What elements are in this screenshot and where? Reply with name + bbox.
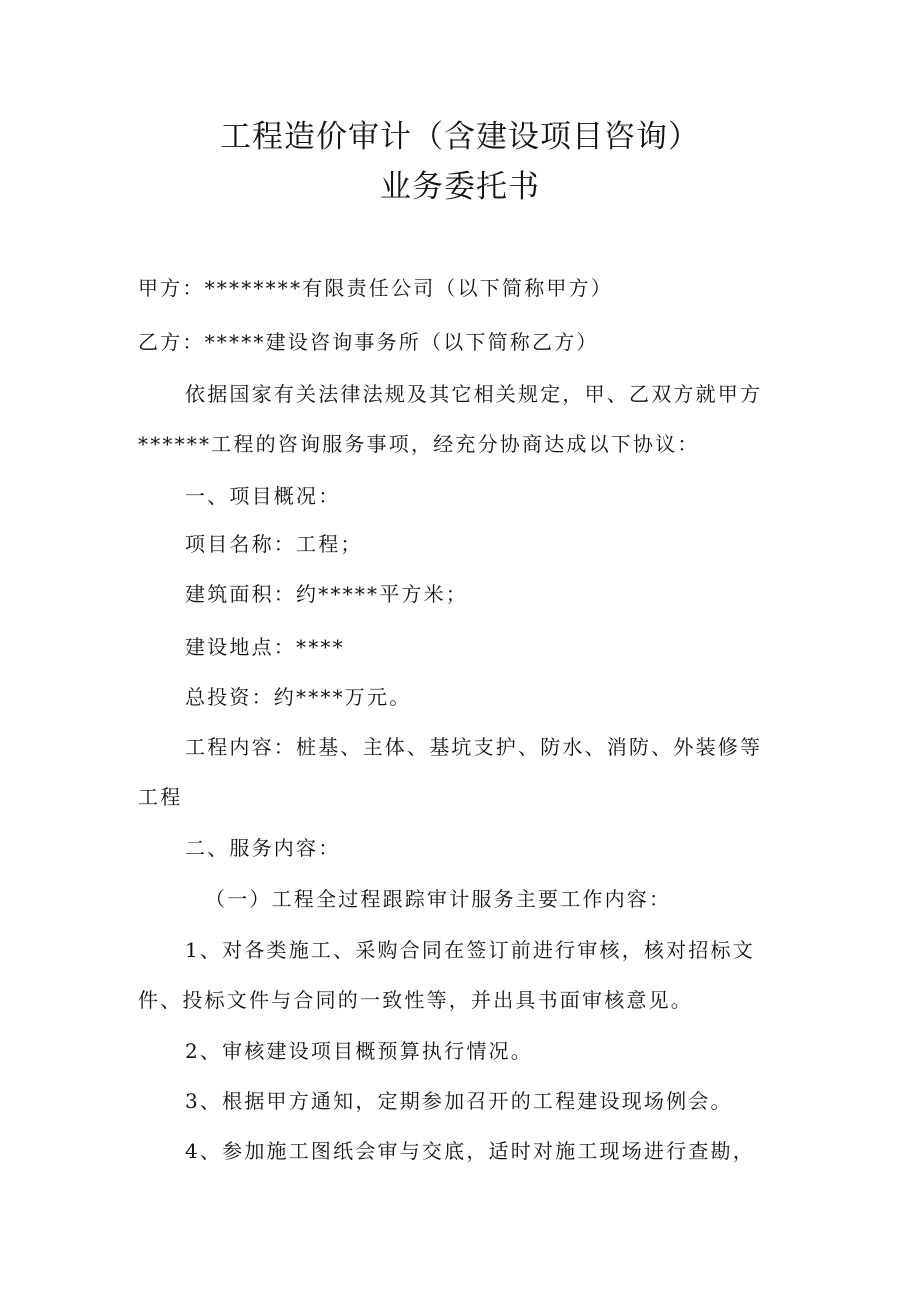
intro-line-1: 依据国家有关法律法规及其它相关规定，甲、乙双方就甲方	[185, 382, 763, 406]
total-investment-line: 总投资：约****万元。	[185, 685, 412, 709]
item-4-line-1: 4、参加施工图纸会审与交底，适时对施工现场进行查勘，	[185, 1139, 755, 1163]
intro-line-2: ******工程的咨询服务事项，经充分协商达成以下协议：	[138, 432, 700, 456]
section-2-heading: 二、服务内容：	[185, 836, 341, 860]
party-a-line: 甲方：********有限责任公司（以下简称甲方）	[138, 276, 613, 300]
content-line-1: 工程内容：桩基、主体、基坑支护、防水、消防、外装修等	[185, 735, 763, 759]
item-1-line-2: 件、投标文件与合同的一致性等，并出具书面审核意见。	[138, 988, 693, 1012]
location-line: 建设地点：****	[185, 635, 345, 659]
subsection-1-heading: （一）工程全过程跟踪审计服务主要工作内容：	[205, 887, 672, 911]
item-3-line: 3、根据甲方通知，定期参加召开的工程建设现场例会。	[185, 1089, 733, 1113]
building-area-line: 建筑面积：约*****平方米；	[185, 582, 468, 606]
item-2-line: 2、审核建设项目概预算执行情况。	[185, 1039, 533, 1063]
party-b-line: 乙方：*****建设咨询事务所（以下简称乙方）	[138, 330, 599, 354]
title-line-1: 工程造价审计（含建设项目咨询）	[220, 119, 700, 155]
content-line-2: 工程	[138, 785, 183, 809]
item-1-line-1: 1、对各类施工、采购合同在签订前进行审核，核对招标文	[185, 938, 755, 962]
section-1-heading: 一、项目概况：	[185, 484, 341, 508]
title-line-2: 业务委托书	[380, 169, 540, 205]
project-name-line: 项目名称：工程；	[185, 532, 363, 556]
document-title	[0, 112, 920, 212]
